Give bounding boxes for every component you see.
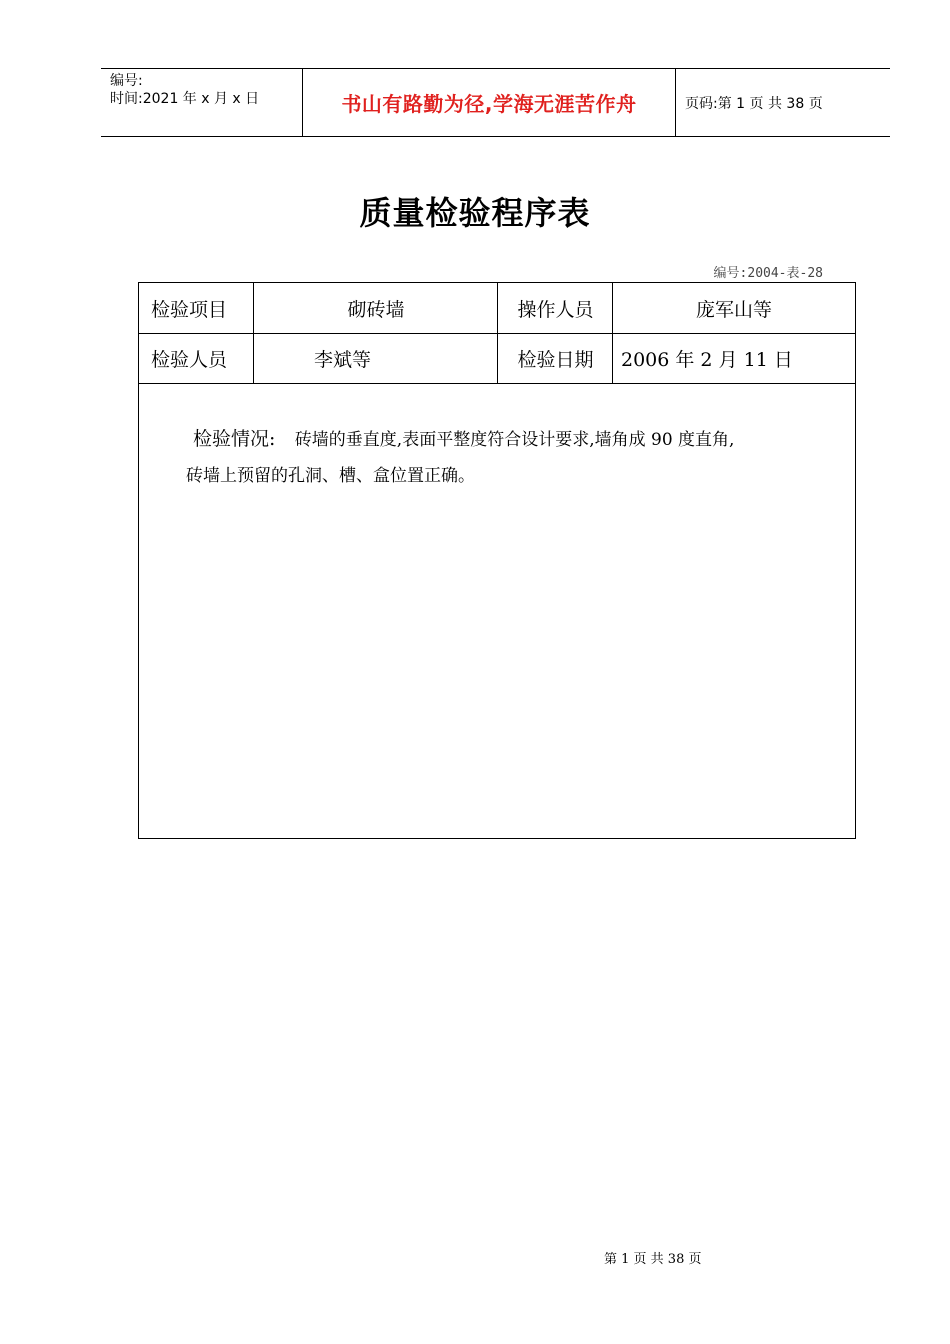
page-title: 质量检验程序表: [359, 194, 591, 232]
operator-label: 操作人员: [517, 298, 594, 321]
header-motto-box: [302, 69, 676, 136]
date-label: 检验日期: [517, 348, 594, 371]
situation-text-2: 砖墙上预留的孔洞、槽、盒位置正确。: [186, 466, 475, 486]
header-time-label: 时间:2021 年 x 月 x 日: [110, 91, 260, 107]
situation-label: 检验情况:: [193, 428, 276, 450]
item-label: 检验项目: [151, 298, 228, 321]
item-value: 砌砖墙: [347, 298, 405, 321]
page-header: [101, 68, 890, 137]
header-meta: [101, 69, 302, 136]
header-motto: 书山有路勤为径,学海无涯苦作舟: [341, 92, 637, 116]
inspection-form: [138, 282, 856, 839]
inspection-situation: [139, 384, 855, 838]
situation-text-1: 砖墙的垂直度,表面平整度符合设计要求,墙角成 90 度直角,: [294, 430, 735, 450]
divider: [612, 283, 613, 384]
situation-line-1: [193, 424, 734, 451]
inspector-label: 检验人员: [151, 348, 228, 371]
operator-value: 庞军山等: [695, 298, 772, 321]
divider: [253, 283, 254, 384]
inspector-value: 李斌等: [314, 348, 372, 371]
header-number-label: 编号:: [110, 73, 143, 89]
serial-number: 编号:2004-表-28: [713, 266, 823, 281]
date-value: 2006 年 2 月 11 日: [621, 348, 793, 371]
page-footer: 第 1 页 共 38 页: [604, 1252, 702, 1267]
header-page-info-box: [676, 69, 890, 136]
header-page-info: 页码:第 1 页 共 38 页: [685, 95, 823, 112]
divider: [497, 283, 498, 384]
